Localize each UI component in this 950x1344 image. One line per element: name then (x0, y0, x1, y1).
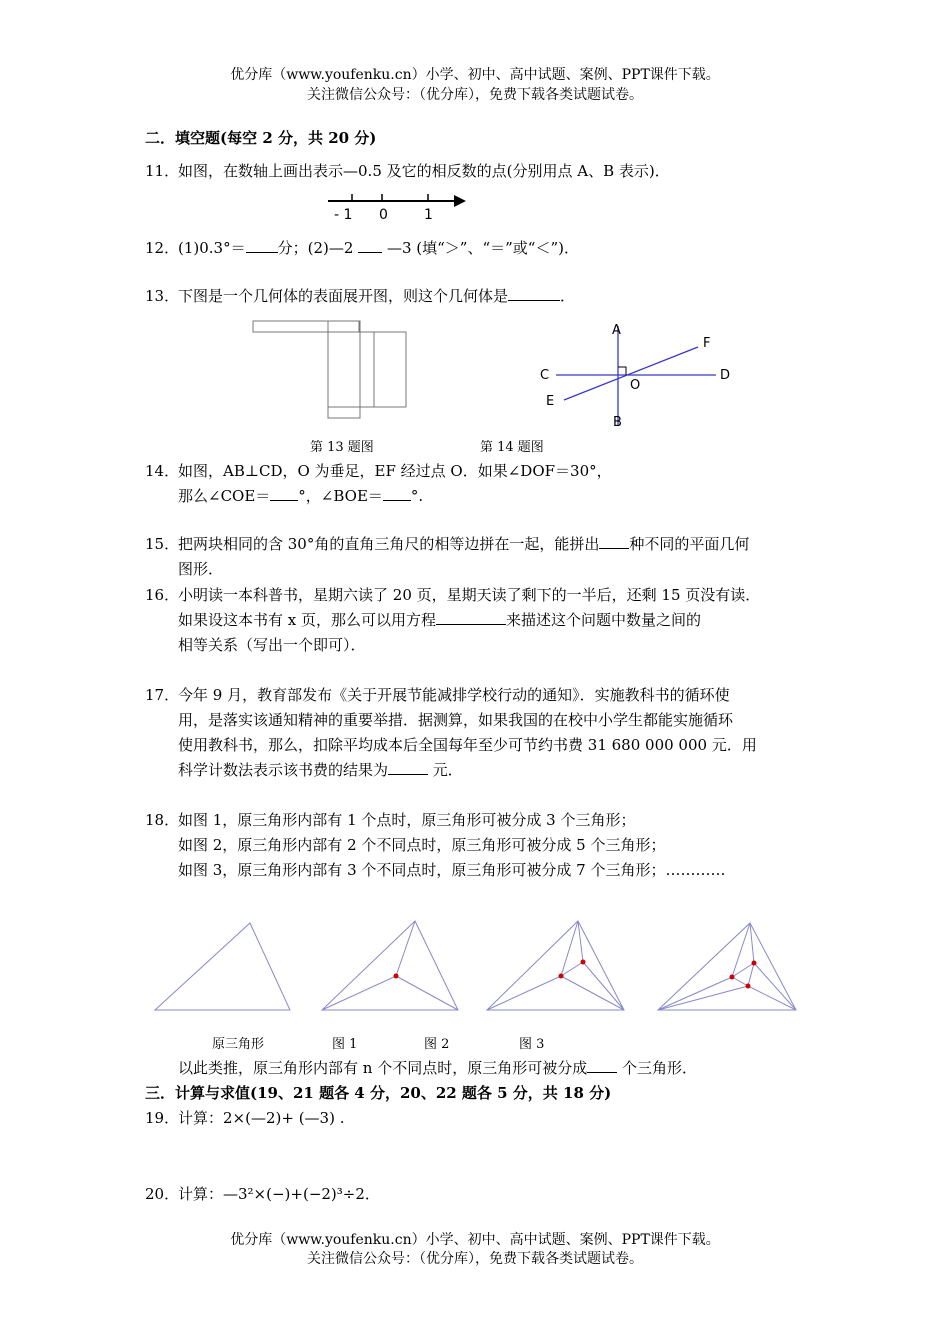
fig1-triangle (322, 921, 458, 1010)
question-text (178, 236, 579, 260)
answer-blank[interactable] (508, 286, 560, 301)
q18-line4 (178, 1056, 697, 1080)
q16-line2 (178, 608, 701, 632)
q15-line1 (178, 532, 749, 556)
question-number: 15． (145, 535, 180, 553)
q18-line4b: 个三角形． (617, 1059, 697, 1077)
q17-line4 (178, 758, 463, 782)
label-B: B (613, 415, 622, 430)
interior-point (581, 960, 586, 965)
triangle-figures (150, 915, 800, 1015)
label-F: F (703, 336, 711, 351)
original-triangle (155, 923, 290, 1010)
answer-blank[interactable] (358, 238, 382, 253)
answer-blank[interactable] (388, 760, 428, 775)
interior-point (752, 961, 757, 966)
q16-line1: 小明读一本科普书，星期六读了 20 页，星期天读了剩下的一半后，还剩 15 页没有读． (178, 586, 761, 604)
answer-blank[interactable] (436, 610, 506, 625)
fig3-triangle (658, 923, 796, 1010)
q16-line3: 相等关系（写出一个即可）． (178, 636, 366, 654)
section-3-title: 三．计算与求值(19、21 题各 4 分，20、22 题各 5 分，共 18 分) (145, 1084, 612, 1102)
q12-part2: —3 (填“＞”、“＝”或“＜”)． (386, 239, 579, 257)
question-number: 12． (145, 239, 180, 257)
q17-line4a: 科学计数法表示该书费的结果为 (178, 761, 389, 779)
q13-end: ． (560, 287, 576, 305)
question-text (178, 284, 575, 308)
caption-fig3: 图 3 (519, 1037, 545, 1052)
caption-original: 原三角形 (212, 1037, 265, 1052)
question-number: 13． (145, 287, 180, 305)
question-number: 17． (145, 686, 180, 704)
question-number: 18． (145, 811, 180, 829)
section-2-title: 二．填空题(每空 2 分，共 20 分) (145, 129, 377, 147)
q12-part1: (1)0.3°＝ (178, 239, 246, 257)
net-figure (250, 318, 410, 423)
q14-line2c: °. (410, 487, 424, 505)
question-number: 16． (145, 586, 180, 604)
answer-blank[interactable] (587, 1058, 617, 1073)
q15-line2: 图形． (178, 560, 224, 578)
axis-label-0: 0 (379, 207, 388, 223)
header-line-1: 优分库（www.youfenku.cn）小学、初中、高中试题、案例、PPT课件下载。 (230, 67, 720, 83)
q17-line4b: 元． (428, 761, 463, 779)
interior-point (559, 974, 564, 979)
angle-figure (530, 318, 750, 433)
caption-fig1: 图 1 (332, 1037, 358, 1052)
question-number: 11． (145, 162, 180, 180)
q20-text: 计算：—3²×(−)+(−2)³÷2． (178, 1185, 380, 1203)
q19-text: 计算：2×(—2)+ (—3) . (178, 1109, 345, 1127)
label-O: O (630, 378, 641, 393)
q12-part1b: 分；(2)—2 (277, 239, 354, 257)
q18-line4a: 以此类推，原三角形内部有 n 个不同点时，原三角形可被分成 (178, 1059, 588, 1077)
q13-text: 下图是一个几何体的表面展开图，则这个几何体是 (178, 287, 509, 305)
question-number: 14． (145, 462, 180, 480)
q14-line2b: °，∠BOE＝ (298, 487, 383, 505)
axis-label-1: 1 (424, 207, 433, 223)
answer-blank[interactable] (383, 486, 411, 501)
q18-line2: 如图 2，原三角形内部有 2 个不同点时，原三角形可被分成 5 个三角形； (178, 836, 666, 854)
answer-blank[interactable] (270, 486, 298, 501)
fig2-triangle (487, 921, 624, 1010)
q17-line2: 用，是落实该通知精神的重要举措．据测算，如果我国的在校中小学生都能实施循环 (178, 711, 734, 729)
caption-fig2: 图 2 (424, 1037, 450, 1052)
header-line-2: 关注微信公众号：（优分库），免费下载各类试题试卷。 (307, 87, 643, 103)
question-number: 19． (145, 1109, 180, 1127)
fig-13-caption: 第 13 题图 (310, 440, 374, 455)
interior-point (746, 984, 751, 989)
q14-line2a: 那么∠COE＝ (178, 487, 271, 505)
interior-point (394, 974, 399, 979)
question-number: 20． (145, 1185, 180, 1203)
label-D: D (720, 368, 731, 383)
answer-blank[interactable] (599, 534, 629, 549)
label-C: C (540, 368, 550, 383)
fig-14-caption: 第 14 题图 (480, 440, 544, 455)
q14-line1: 如图，AB⊥CD，O 为垂足，EF 经过点 O．如果∠DOF＝30°， (178, 462, 612, 480)
q15-line1b: 种不同的平面几何 (629, 535, 750, 553)
q16-line2b: 来描述这个问题中数量之间的 (506, 611, 702, 629)
footer-line-2: 关注微信公众号：（优分库），免费下载各类试题试卷。 (307, 1251, 643, 1267)
interior-point (730, 975, 735, 980)
question-text: 如图，在数轴上画出表示—0.5 及它的相反数的点(分别用点 A、B 表示)． (178, 162, 670, 180)
footer-line-1: 优分库（www.youfenku.cn）小学、初中、高中试题、案例、PPT课件下载。 (230, 1232, 720, 1248)
answer-blank[interactable] (246, 238, 278, 253)
label-A: A (612, 323, 621, 338)
q16-line2a: 如果设这本书有 x 页，那么可以用方程 (178, 611, 436, 629)
q18-line1: 如图 1，原三角形内部有 1 个点时，原三角形可被分成 3 个三角形； (178, 811, 636, 829)
axis-label-neg1: - 1 (334, 207, 353, 223)
q14-line2 (178, 484, 423, 508)
q18-line3: 如图 3，原三角形内部有 3 个不同点时，原三角形可被分成 7 个三角形；………… (178, 861, 726, 879)
q15-line1a: 把两块相同的含 30°角的直角三角尺的相等边拼在一起，能拼出 (178, 535, 600, 553)
label-E: E (546, 394, 555, 409)
q17-line1: 今年 9 月，教育部发布《关于开展节能减排学校行动的通知》．实施教科书的循环使 (178, 686, 730, 704)
q17-line3: 使用教科书，那么，扣除平均成本后全国每年至少可节约书费 31 680 000 000 元．用 (178, 736, 757, 754)
